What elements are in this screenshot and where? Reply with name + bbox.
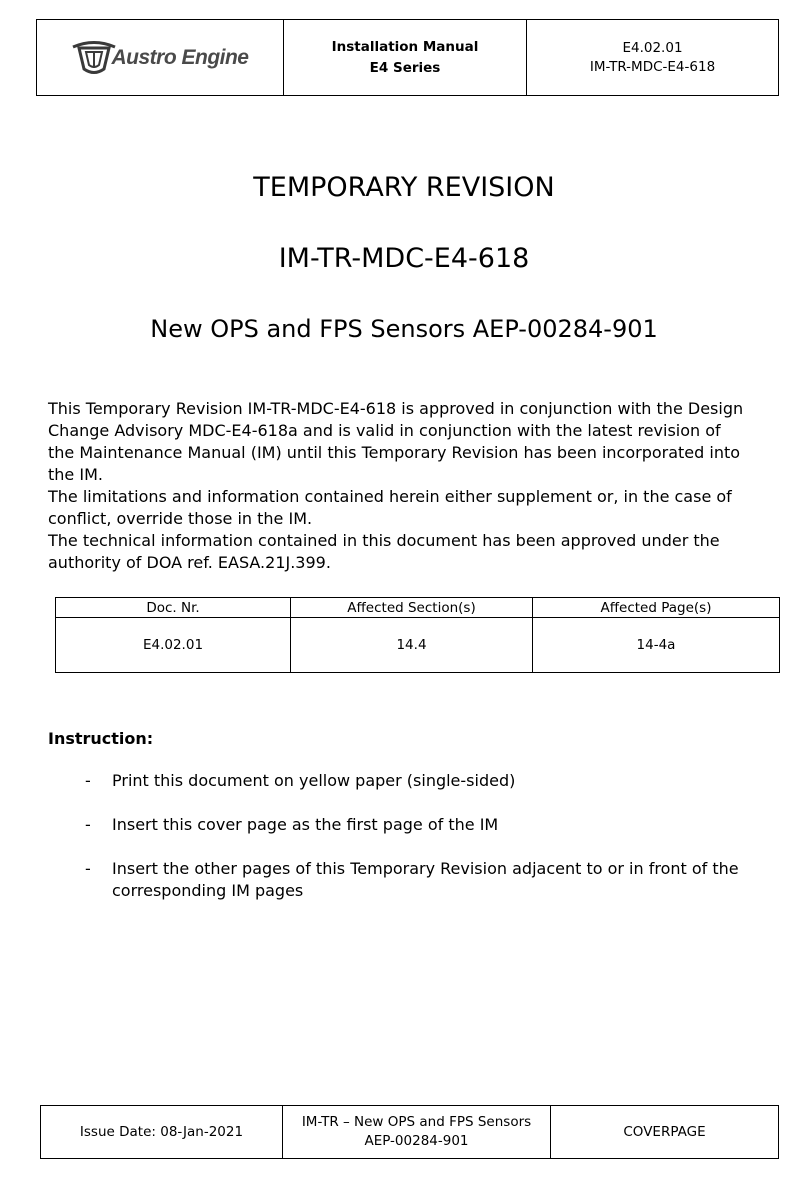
revision-code-title: IM-TR-MDC-E4-618 [278,243,530,274]
list-item [85,814,765,836]
manual-series: E4 Series [369,59,441,76]
subject-title: New OPS and FPS Sensors AEP-00284-901 [150,315,658,343]
instruction-text: Insert this cover page as the first page of the IM [112,815,499,834]
intro-paragraph: The technical information contained in this document has been approved under the authority of DOA ref. EASA.21J.399. [48,531,720,572]
intro-text [48,398,748,574]
manual-title: Installation Manual [331,38,479,55]
table-header-row [56,598,780,618]
list-dash: - [85,815,91,834]
intro-paragraph: The limitations and information contained herein either supplement or, in the case of conflict, override those in the IM. [48,487,732,528]
logo-text: Austro Engine [111,45,249,69]
austro-engine-logo [71,38,248,78]
footer-page-label: COVERPAGE [623,1124,706,1140]
header-docref-cell [527,20,778,95]
list-dash: - [85,859,91,878]
column-header-doc-nr: Doc. Nr. [56,598,291,618]
cell-doc-nr: E4.02.01 [56,618,291,673]
list-item [85,770,765,792]
column-header-affected-sections: Affected Section(s) [291,598,533,618]
header-logo-cell [37,20,284,95]
page-footer [40,1105,779,1159]
page-header [36,19,779,96]
instruction-list [85,770,765,924]
footer-issue-date: Issue Date: 08-Jan-2021 [41,1106,283,1158]
cell-affected-sections: 14.4 [291,618,533,673]
table-row [56,618,780,673]
list-dash: - [85,771,91,790]
footer-subject-line: AEP-00284-901 [364,1133,469,1149]
instruction-text: Print this document on yellow paper (single-sided) [112,771,516,790]
instruction-text: Insert the other pages of this Temporary Revision adjacent to or in front of the corresponding IM pages [112,859,739,900]
affected-pages-table [55,597,780,673]
column-header-affected-pages: Affected Page(s) [533,598,780,618]
revision-code: IM-TR-MDC-E4-618 [589,58,716,75]
header-manual-cell [284,20,527,95]
list-item [85,858,765,902]
instruction-heading: Instruction: [48,729,154,748]
doc-number: E4.02.01 [622,39,683,56]
footer-subject-cell [283,1106,551,1158]
footer-subject-line: IM-TR – New OPS and FPS Sensors [301,1114,532,1130]
main-title: TEMPORARY REVISION [253,172,555,203]
cell-affected-pages: 14-4a [533,618,780,673]
intro-paragraph: This Temporary Revision IM-TR-MDC-E4-618 is approved in conjunction with the Design Change Advisory MDC-E4-618a and is valid in conjunction with the latest revision of the Maintenance Manual (IM) until this Temporary Revision has been incorporated into the IM. [48,399,744,484]
